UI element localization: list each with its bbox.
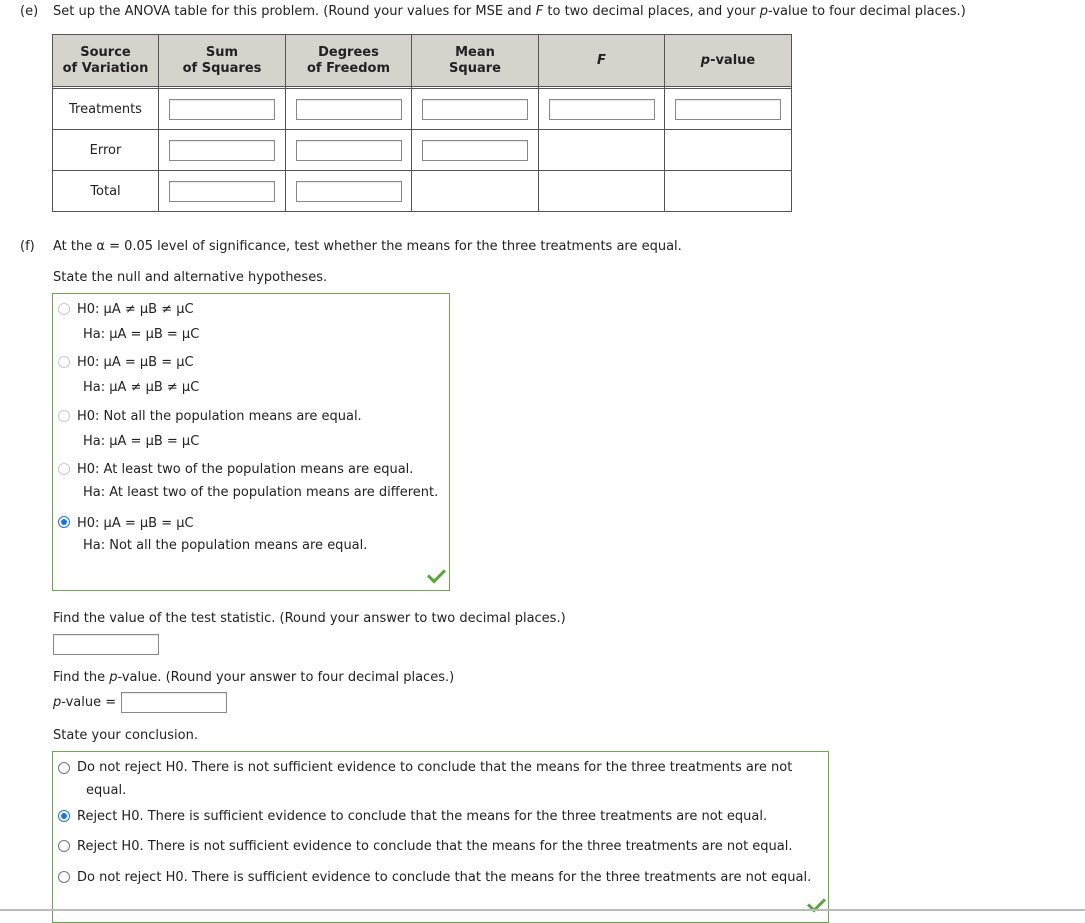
- anova-table: [52, 34, 792, 212]
- error-f-empty: [539, 130, 665, 171]
- error-p-empty: [665, 130, 792, 171]
- hypothesis-4-h0: H0: At least two of the population means are equal.: [77, 462, 414, 477]
- treatments-ss-input[interactable]: [169, 99, 275, 120]
- conclusion-4-text: Do not reject H0. There is sufficient evidence to conclude that the means for the three treatments are not equal.: [77, 870, 812, 885]
- hypothesis-radio-5[interactable]: [58, 516, 70, 528]
- error-ms-input[interactable]: [422, 140, 528, 161]
- hypotheses-group: [52, 293, 450, 591]
- conclusion-radio-2[interactable]: [58, 810, 70, 822]
- test-stat-input[interactable]: [53, 634, 159, 655]
- hypothesis-2-h0: H0: μA = μB = μC: [77, 355, 194, 370]
- checkmark-icon: [427, 564, 446, 583]
- conclusion-radio-4[interactable]: [58, 871, 70, 883]
- error-ss-input[interactable]: [169, 140, 275, 161]
- header-f: F: [539, 35, 665, 87]
- header-degrees-of-freedom: Degrees of Freedom: [286, 35, 412, 87]
- hypothesis-radio-4[interactable]: [58, 463, 70, 475]
- conclusion-group: [52, 751, 829, 923]
- row-label-error: Error: [53, 130, 159, 171]
- part-f-intro: At the α = 0.05 level of significance, test whether the means for the three treatments are equal.: [53, 239, 682, 254]
- hypothesis-2-ha: Ha: μA ≠ μB ≠ μC: [83, 380, 200, 395]
- pvalue-prompt: Find the p-value. (Round your answer to four decimal places.): [53, 670, 455, 685]
- treatments-f-input[interactable]: [549, 99, 655, 120]
- hypothesis-radio-3[interactable]: [58, 410, 70, 422]
- row-label-treatments: Treatments: [53, 89, 159, 130]
- pvalue-input[interactable]: [121, 692, 227, 713]
- header-source: Source of Variation: [53, 35, 159, 87]
- row-total: [53, 171, 792, 212]
- anova-header-row: [53, 35, 792, 87]
- hypothesis-3-h0: H0: Not all the population means are equal.: [77, 409, 362, 424]
- hypothesis-1-h0: H0: μA ≠ μB ≠ μC: [77, 302, 194, 317]
- total-ms-empty: [412, 171, 539, 212]
- conclusion-prompt: State your conclusion.: [53, 728, 198, 743]
- conclusion-2-text: Reject H0. There is sufficient evidence to conclude that the means for the three treatments are not equal.: [77, 809, 768, 824]
- conclusion-3-text: Reject H0. There is not sufficient evidence to conclude that the means for the three treatments are not equal.: [77, 839, 793, 854]
- row-label-total: Total: [53, 171, 159, 212]
- test-stat-prompt: Find the value of the test statistic. (Round your answer to two decimal places.): [53, 611, 566, 626]
- part-f-label: (f): [20, 239, 35, 254]
- total-p-empty: [665, 171, 792, 212]
- treatments-p-input[interactable]: [675, 99, 781, 120]
- hypothesis-3-ha: Ha: μA = μB = μC: [83, 434, 200, 449]
- header-sum-of-squares: Sum of Squares: [159, 35, 286, 87]
- error-df-input[interactable]: [296, 140, 402, 161]
- conclusion-1-text: Do not reject H0. There is not sufficient evidence to conclude that the means for the three treatments are not: [77, 760, 793, 775]
- hypothesis-4-ha: Ha: At least two of the population means are different.: [83, 485, 439, 500]
- conclusion-1-text-cont: equal.: [86, 783, 127, 798]
- header-p-value: p-value: [665, 35, 792, 87]
- treatments-ms-input[interactable]: [422, 99, 528, 120]
- total-ss-input[interactable]: [169, 181, 275, 202]
- pvalue-label: p-value =: [53, 695, 117, 710]
- hypothesis-5-ha: Ha: Not all the population means are equal.: [83, 538, 368, 553]
- row-treatments: [53, 89, 792, 130]
- conclusion-radio-3[interactable]: [58, 840, 70, 852]
- treatments-df-input[interactable]: [296, 99, 402, 120]
- conclusion-radio-1[interactable]: [58, 762, 70, 774]
- total-df-input[interactable]: [296, 181, 402, 202]
- total-f-empty: [539, 171, 665, 212]
- part-e-label: (e): [20, 4, 39, 19]
- hypotheses-prompt: State the null and alternative hypotheses.: [53, 270, 328, 285]
- row-error: [53, 130, 792, 171]
- part-e-instruction: Set up the ANOVA table for this problem. (Round your values for MSE and F to two decimal places, and your p-value to four decimal places.): [53, 4, 966, 19]
- hypothesis-1-ha: Ha: μA = μB = μC: [83, 327, 200, 342]
- hypothesis-5-h0: H0: μA = μB = μC: [77, 516, 194, 531]
- header-mean-square: Mean Square: [412, 35, 539, 87]
- hypothesis-radio-2[interactable]: [58, 356, 70, 368]
- hypothesis-radio-1[interactable]: [58, 303, 70, 315]
